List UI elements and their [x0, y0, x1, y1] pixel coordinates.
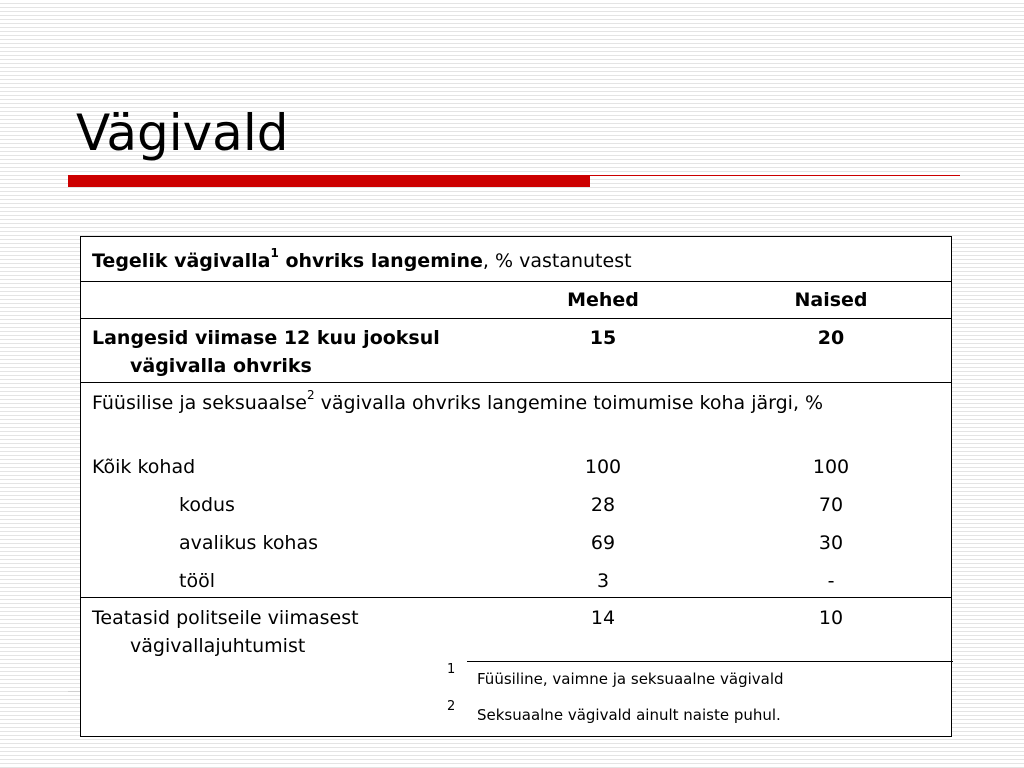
row-label-koik-kohad: Kõik kohad [92, 456, 196, 478]
title-underline-bar [68, 175, 590, 187]
table-cell: 100 [584, 456, 622, 478]
table-caption [92, 247, 632, 275]
row-divider [81, 281, 951, 282]
table-cell: 30 [818, 532, 844, 554]
column-header-mehed: Mehed [567, 289, 639, 311]
title-underline-thin [590, 175, 960, 176]
footnote-text: Füüsiline, vaimne ja seksuaalne vägivald [477, 670, 784, 688]
column-header-naised: Naised [794, 289, 868, 311]
table-cell: 69 [590, 532, 616, 554]
row-label-tool: tööl [179, 570, 215, 592]
cell-langesid-naised: 20 [817, 327, 845, 349]
row-divider [81, 318, 951, 319]
section-label-location: Füüsilise ja seksuaalse$^2$ vägivalla ohvriks langemine toimumise koha järgi, % [92, 388, 824, 414]
row-label-teatasid: Teatasid politseile viimasest vägivallajuhtumist [92, 607, 359, 657]
row-divider [81, 382, 951, 383]
row-label-kodus: kodus [179, 494, 235, 516]
table-cell: 3 [596, 570, 610, 592]
caption-normal: , % vastanutest [482, 250, 632, 272]
table-cell: - [827, 570, 835, 592]
footnote-number: 1 [447, 662, 456, 677]
table-cell: 28 [590, 494, 616, 516]
cell-teatasid-naised: 10 [818, 607, 844, 629]
footnote-number: 2 [447, 699, 456, 714]
cell-teatasid-mehed: 14 [590, 607, 616, 629]
table-cell: 70 [818, 494, 844, 516]
cell-langesid-mehed: 15 [589, 327, 617, 349]
table-cell: 100 [812, 456, 850, 478]
row-label-langesid: Langesid viimase 12 kuu jooksul vägivalla ohvriks [92, 327, 440, 377]
footnote-divider [467, 661, 953, 662]
statistics-table [80, 236, 952, 737]
footnote-text: Seksuaalne vägivald ainult naiste puhul. [477, 706, 781, 724]
row-label-avalikus-kohas: avalikus kohas [179, 532, 319, 554]
row-divider [81, 597, 951, 598]
caption-bold: Tegelik vägivalla$^1$ ohvriks langemine [92, 246, 483, 272]
slide-title: Vägivald [76, 104, 289, 162]
